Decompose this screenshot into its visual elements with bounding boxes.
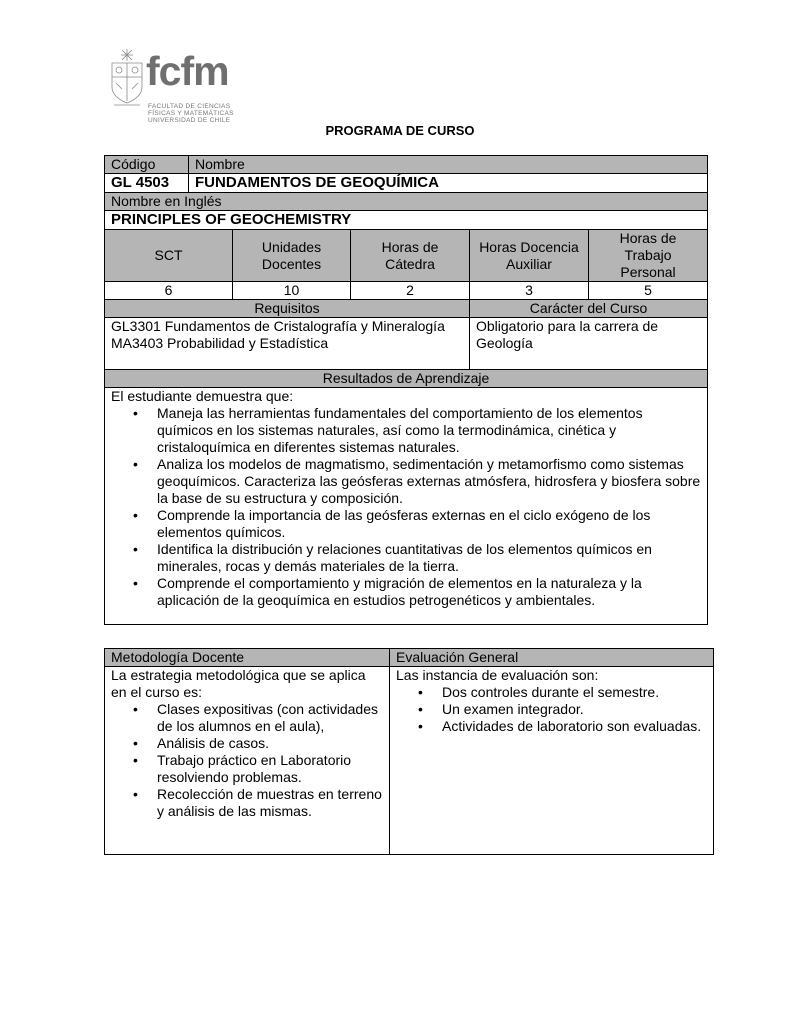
hours-value-unidades: 10 — [233, 282, 351, 300]
english-name: PRINCIPLES OF GEOCHEMISTRY — [105, 211, 708, 230]
english-name-label: Nombre en Inglés — [105, 193, 708, 211]
name-label: Nombre — [189, 156, 708, 174]
requisitos-content — [105, 318, 470, 370]
list-item: • Un examen integrador. — [396, 701, 707, 718]
logo-subtitle-line: FÍSICAS Y MATEMÁTICAS — [148, 110, 234, 117]
list-item: • Dos controles durante el semestre. — [396, 684, 707, 701]
evaluacion-list — [396, 684, 707, 735]
course-code: GL 4503 — [105, 174, 189, 193]
code-label: Código — [105, 156, 189, 174]
logo-subtitle-line: UNIVERSIDAD DE CHILE — [148, 117, 231, 124]
list-item: • Clases expositivas (con actividades de los alumnos en el aula), — [111, 701, 383, 735]
metodologia-list — [111, 701, 383, 820]
requisito-line: MA3403 Probabilidad y Estadística — [111, 335, 329, 351]
list-item: • Recolección de muestras en terreno y análisis de las mismas. — [111, 786, 383, 820]
resultados-content — [105, 388, 708, 625]
hours-value-auxiliar: 3 — [470, 282, 589, 300]
evaluacion-content — [390, 667, 714, 855]
list-item: • Maneja las herramientas fundamentales del comportamiento de los elementos químicos en los sistemas naturales, así como la termodinámica, cinética y cristaloquímica en diferentes sistemas naturales. — [111, 405, 701, 456]
list-item: • Análisis de casos. — [111, 735, 383, 752]
course-table — [104, 155, 708, 625]
list-item: • Actividades de laboratorio son evaluadas. — [396, 718, 707, 735]
hours-header-sct: SCT — [105, 230, 233, 282]
hours-header-personal: Horas de Trabajo Personal — [589, 230, 708, 282]
metodologia-content — [105, 667, 390, 855]
document-title: PROGRAMA DE CURSO — [325, 123, 475, 138]
evaluacion-intro: Las instancia de evaluación son: — [396, 667, 599, 683]
list-item: • Identifica la distribución y relaciones cuantitativas de los elementos químicos en minerales, rocas y demás materiales de la tierra. — [111, 541, 701, 575]
university-seal-icon — [108, 47, 146, 123]
course-name: FUNDAMENTOS DE GEOQUÍMICA — [189, 174, 708, 193]
hours-header-catedra: Horas de Cátedra — [351, 230, 470, 282]
caracter-label: Carácter del Curso — [470, 300, 708, 318]
list-item: • Comprende el comportamiento y migración de elementos en la naturaleza y la aplicación de la geoquímica en estudios petrogenéticos y ambientales. — [111, 575, 701, 609]
resultados-label: Resultados de Aprendizaje — [105, 370, 708, 388]
metodologia-label: Metodología Docente — [105, 649, 390, 667]
logo-subtitle-line: FACULTAD DE CIENCIAS — [148, 103, 231, 110]
logo-wordmark: fcfm — [146, 48, 229, 94]
hours-value-catedra: 2 — [351, 282, 470, 300]
hours-header-unidades: Unidades Docentes — [233, 230, 351, 282]
logo-subtitle — [148, 103, 234, 124]
metodologia-intro: La estrategia metodológica que se aplica en el curso es: — [111, 667, 366, 700]
list-item: • Analiza los modelos de magmatismo, sedimentación y metamorfismo como sistemas geoquímicos. Caracteriza las geósferas externas atmósfera, hidrosfera y biosfera sobre la base de su estructura y composición. — [111, 456, 701, 507]
methodology-table — [104, 648, 714, 855]
resultados-list — [111, 405, 701, 609]
faculty-logo — [108, 47, 238, 125]
list-item: • Comprende la importancia de las geósferas externas en el ciclo exógeno de los elementos químicos. — [111, 507, 701, 541]
hours-header-auxiliar: Horas Docencia Auxiliar — [470, 230, 589, 282]
resultados-intro: El estudiante demuestra que: — [111, 388, 294, 404]
evaluacion-label: Evaluación General — [390, 649, 714, 667]
requisito-line: GL3301 Fundamentos de Cristalografía y Mineralogía — [111, 318, 445, 334]
caracter-content: Obligatorio para la carrera de Geología — [470, 318, 708, 370]
hours-value-personal: 5 — [589, 282, 708, 300]
hours-value-sct: 6 — [105, 282, 233, 300]
list-item: • Trabajo práctico en Laboratorio resolviendo problemas. — [111, 752, 383, 786]
requisitos-label: Requisitos — [105, 300, 470, 318]
